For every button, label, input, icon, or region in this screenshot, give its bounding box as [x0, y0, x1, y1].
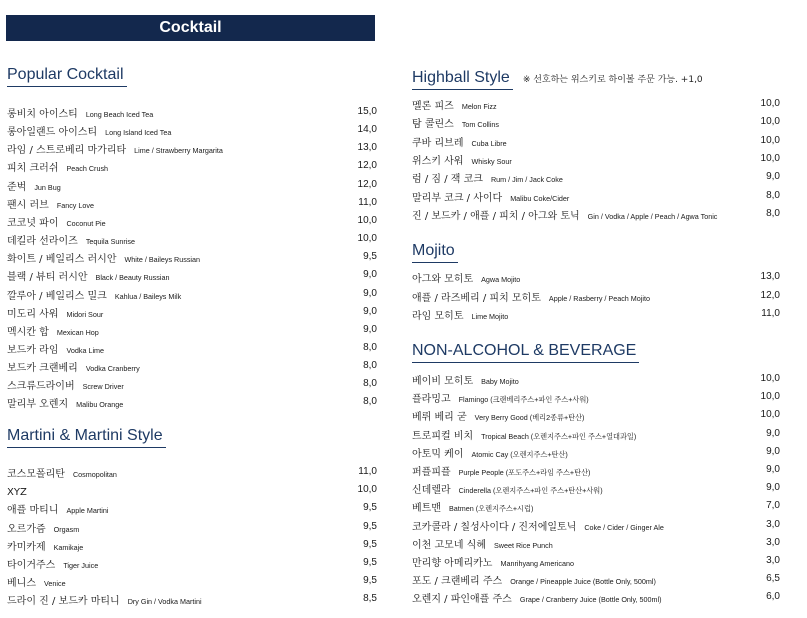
item-name-english: Mexican Hop [56, 328, 99, 337]
item-name-english: Apple / Rasberry / Peach Mojito [548, 294, 650, 303]
menu-item [412, 497, 780, 515]
item-name-korean: 데킬라 선라이즈 [7, 236, 78, 247]
menu-item [7, 518, 377, 536]
item-name-korean: 진 / 보드카 / 애플 / 피치 / 아그와 토닉 [412, 211, 580, 222]
item-name-korean: 블랙 / 뷰티 러시안 [7, 272, 88, 283]
item-price: 8,0 [766, 208, 780, 219]
menu-item [7, 103, 377, 121]
item-name-korean: 베니스 [7, 578, 36, 589]
item-name-korean: 카미카제 [7, 542, 46, 553]
item-price: 6,0 [766, 591, 780, 602]
menu-item [7, 357, 377, 375]
item-name-korean: 라임 / 스트로베리 마가리타 [7, 145, 127, 156]
item-name-english: Lime Mojito [471, 312, 509, 321]
item-price: 3,0 [766, 537, 780, 548]
item-name-korean: 보드카 라임 [7, 345, 59, 356]
item-name-korean: 아토믹 케이 [412, 449, 464, 460]
item-name-korean: 멕시칸 합 [7, 327, 49, 338]
item-price: 9,5 [363, 521, 377, 532]
item-name-korean: 준벅 [7, 182, 27, 193]
item-name-korean: 타이거주스 [7, 560, 56, 571]
menu-item [412, 388, 780, 406]
item-price: 10,0 [760, 391, 780, 402]
item-price: 11,0 [358, 466, 377, 477]
menu-item [7, 393, 377, 411]
item-name-english: Kamikaje [53, 543, 84, 552]
item-name-korean: 트로피컬 비치 [412, 431, 474, 442]
item-name-english: Tom Collins [461, 120, 499, 129]
item-name-korean: 신데렐라 [412, 485, 451, 496]
item-price: 10,0 [357, 215, 377, 226]
section-title-mojito [412, 242, 458, 263]
item-price: 10,0 [357, 233, 377, 244]
menu-item [412, 287, 780, 305]
item-name-korean: 베뤼 베리 굳 [412, 412, 467, 423]
item-name-english: Fancy Love [56, 201, 94, 210]
item-price: 9,5 [363, 557, 377, 568]
item-name-english: Kahlua / Baileys Milk [114, 292, 182, 301]
item-name-english: Baby Mojito [481, 377, 519, 386]
item-price: 9,5 [363, 539, 377, 550]
item-price: 7,0 [766, 500, 780, 511]
item-price: 10,0 [760, 409, 780, 420]
menu-item [412, 187, 780, 205]
item-name-korean: 쿠바 리브레 [412, 138, 464, 149]
menu-item [412, 588, 780, 606]
item-price: 11,0 [761, 308, 780, 319]
item-price: 8,0 [363, 360, 377, 371]
menu-item [7, 572, 377, 590]
menu-item [7, 230, 377, 248]
item-name-korean: 코스모폴리탄 [7, 469, 65, 480]
item-price: 14,0 [357, 124, 377, 135]
item-price: 8,0 [766, 190, 780, 201]
menu-item [7, 499, 377, 517]
menu-item [412, 552, 780, 570]
item-name-korean: 이천 고모네 식혜 [412, 540, 486, 551]
section-title-text: Highball Style [412, 69, 513, 90]
menu-item [7, 481, 377, 499]
item-name-korean: 만리향 아메리카노 [412, 558, 493, 569]
item-price: 12,0 [357, 160, 377, 171]
menu-item [412, 150, 780, 168]
item-price: 9,0 [766, 446, 780, 457]
menu-item [7, 121, 377, 139]
item-name-korean: 럼 / 짐 / 잭 코크 [412, 174, 483, 185]
item-name-english: Screw Driver [82, 382, 124, 391]
item-price: 6,5 [766, 573, 780, 584]
section-title-text: NON-ALCOHOL & BEVERAGE [412, 342, 639, 363]
item-name-english: Rum / Jim / Jack Coke [490, 175, 563, 184]
item-price: 9,5 [363, 251, 377, 262]
item-name-korean: 베트맨 [412, 503, 441, 514]
item-name-english: Malibu Coke/Cider [510, 194, 570, 203]
menu-item [7, 554, 377, 572]
menu-item [412, 205, 780, 223]
item-name-english: Tropical Beach (오렌지주스+파인 주스+열대과일) [481, 432, 637, 441]
item-price: 10,0 [760, 135, 780, 146]
item-name-korean: 말리부 오렌지 [7, 399, 69, 410]
item-price: 8,0 [363, 396, 377, 407]
menu-item [412, 534, 780, 552]
item-name-english: Orange / Pineapple Juice (Bottle Only, 500ml) [510, 577, 656, 586]
item-name-english: Cinderella (오렌지주스+파인 주스+탄산+사워) [458, 486, 603, 495]
menu-item [412, 406, 780, 424]
item-price: 10,0 [760, 116, 780, 127]
item-name-korean: 오르가즘 [7, 524, 46, 535]
item-price: 11,0 [358, 197, 377, 208]
item-name-english: Batmen (오렌지주스+시럽) [448, 504, 534, 513]
item-price: 9,0 [766, 482, 780, 493]
item-name-korean: 말리부 코크 / 사이다 [412, 193, 503, 204]
item-name-english: Sweet Rice Punch [493, 541, 553, 550]
item-name-korean: 깔루아 / 베일리스 밀크 [7, 291, 107, 302]
menu-item [7, 321, 377, 339]
item-name-korean: 오렌지 / 파인애플 주스 [412, 594, 512, 605]
item-name-english: Black / Beauty Russian [95, 273, 170, 282]
item-price: 8,0 [363, 342, 377, 353]
menu-item [412, 461, 780, 479]
section-title-text: Popular Cocktail [7, 66, 127, 87]
menu-item [412, 168, 780, 186]
item-name-english: Cosmopolitan [72, 470, 117, 479]
menu-item [412, 113, 780, 131]
item-name-korean: 롱비치 아이스티 [7, 109, 78, 120]
item-name-english: Long Island Iced Tea [105, 128, 172, 137]
item-name-english: Melon Fizz [461, 102, 497, 111]
item-name-english: Coke / Cider / Ginger Ale [584, 523, 664, 532]
menu-item [7, 212, 377, 230]
item-name-korean: 롱아일랜드 아이스티 [7, 127, 98, 138]
menu-item [7, 157, 377, 175]
item-name-english: Tiger Juice [63, 561, 99, 570]
item-name-korean: 화이트 / 베일리스 러시안 [7, 254, 117, 265]
item-price: 9,0 [363, 288, 377, 299]
item-name-english: Vodka Cranberry [85, 364, 140, 373]
item-name-english: Dry Gin / Vodka Martini [127, 597, 202, 606]
item-name-korean: 스크류드라이버 [7, 381, 75, 392]
item-name-english: Malibu Orange [76, 400, 124, 409]
item-name-korean: 라임 모히토 [412, 311, 464, 322]
item-name-korean: 멜론 피즈 [412, 101, 454, 112]
menu-item [7, 176, 377, 194]
item-name-korean: 위스키 사워 [412, 156, 464, 167]
item-name-korean: 팬시 러브 [7, 200, 49, 211]
item-price: 13,0 [357, 142, 377, 153]
item-name-english: Jun Bug [34, 183, 61, 192]
item-price: 9,0 [766, 171, 780, 182]
item-name-english: Apple Martini [66, 506, 109, 515]
item-name-korean: 코카콜라 / 칠성사이다 / 진저에일토닉 [412, 522, 577, 533]
item-price: 9,5 [363, 575, 377, 586]
item-name-english: Cuba Libre [471, 139, 507, 148]
menu-item [412, 479, 780, 497]
item-name-english: Long Beach Iced Tea [85, 110, 154, 119]
item-name-english: Grape / Cranberry Juice (Bottle Only, 500ml) [519, 595, 662, 604]
item-price: 12,0 [357, 179, 377, 190]
menu-item [412, 370, 780, 388]
item-name-korean: XYZ [7, 487, 27, 498]
item-price: 9,0 [363, 269, 377, 280]
item-price: 9,0 [766, 428, 780, 439]
item-name-korean: 베이비 모히토 [412, 376, 474, 387]
menu-item [7, 536, 377, 554]
item-price: 8,0 [363, 378, 377, 389]
item-price: 9,0 [766, 464, 780, 475]
menu-banner: Cocktail [6, 15, 375, 41]
menu-item [7, 248, 377, 266]
menu-item [412, 443, 780, 461]
item-name-english: Vodka Lime [66, 346, 105, 355]
section-title-popular-cocktail [7, 66, 127, 87]
item-name-korean: 피치 크러쉬 [7, 163, 59, 174]
section-title-martini-martini-style [7, 427, 166, 448]
item-price: 8,5 [363, 593, 377, 604]
item-name-korean: 보드카 크랜베리 [7, 363, 78, 374]
item-name-english: Tequila Sunrise [85, 237, 135, 246]
menu-item [412, 425, 780, 443]
menu-item [412, 305, 780, 323]
item-price: 13,0 [760, 271, 780, 282]
menu-item [412, 570, 780, 588]
item-name-english: Very Berry Good (베리2종류+탄산) [474, 413, 585, 422]
item-price: 10,0 [760, 373, 780, 384]
item-name-english: Venice [43, 579, 66, 588]
menu-item [7, 194, 377, 212]
item-name-english: Agwa Mojito [481, 275, 521, 284]
item-price: 3,0 [766, 555, 780, 566]
item-name-korean: 퍼플피플 [412, 467, 451, 478]
item-name-korean: 플라밍고 [412, 394, 451, 405]
item-price: 15,0 [357, 106, 377, 117]
menu-item [412, 268, 780, 286]
item-name-korean: 포도 / 크랜베리 주스 [412, 576, 503, 587]
item-name-english: Orgasm [53, 525, 80, 534]
section-note: ※ 선호하는 위스키로 하이볼 주문 가능. +1,0 [522, 75, 703, 85]
item-name-english: Purple People (포도주스+라임 주스+탄산) [458, 468, 591, 477]
item-price: 9,0 [363, 306, 377, 317]
section-title-text: Martini & Martini Style [7, 427, 166, 448]
item-name-english: Flamingo (크랜베리주스+파인 주스+사워) [458, 395, 589, 404]
item-price: 10,0 [760, 153, 780, 164]
item-name-korean: 애플 마티니 [7, 505, 59, 516]
item-price: 9,5 [363, 502, 377, 513]
item-name-english: Lime / Strawberry Margarita [134, 146, 223, 155]
item-price: 10,0 [357, 484, 377, 495]
item-name-english: Atomic Cay (오렌지주스+탄산) [471, 450, 568, 459]
section-title-non-alcohol-beverage [412, 342, 639, 363]
item-price: 3,0 [766, 519, 780, 530]
item-price: 9,0 [363, 324, 377, 335]
item-name-korean: 애플 / 라즈베리 / 피치 모히토 [412, 293, 541, 304]
item-name-english: Gin / Vodka / Apple / Peach / Agwa Tonic [587, 212, 718, 221]
menu-item [412, 516, 780, 534]
item-name-korean: 탐 콜린스 [412, 119, 454, 130]
item-name-english: White / Baileys Russian [124, 255, 201, 264]
menu-item [7, 375, 377, 393]
item-name-korean: 미도리 사워 [7, 309, 59, 320]
item-name-korean: 아그와 모히토 [412, 274, 474, 285]
item-name-korean: 코코넛 파이 [7, 218, 59, 229]
menu-item [7, 339, 377, 357]
menu-item [412, 132, 780, 150]
menu-item [412, 95, 780, 113]
menu-item [7, 139, 377, 157]
section-title-text: Mojito [412, 242, 458, 263]
menu-item [7, 303, 377, 321]
item-name-english: Midori Sour [66, 310, 104, 319]
menu-item [7, 266, 377, 284]
item-price: 10,0 [760, 98, 780, 109]
menu-item [7, 590, 377, 608]
item-price: 12,0 [760, 290, 780, 301]
item-name-english: Whisky Sour [471, 157, 512, 166]
item-name-english: Coconut Pie [66, 219, 106, 228]
section-title-highball-style [412, 69, 703, 90]
item-name-korean: 드라이 진 / 보드카 마티니 [7, 596, 120, 607]
item-name-english: Peach Crush [66, 164, 109, 173]
item-name-english: Manrihyang Americano [500, 559, 574, 568]
menu-item [7, 285, 377, 303]
menu-item [7, 463, 377, 481]
